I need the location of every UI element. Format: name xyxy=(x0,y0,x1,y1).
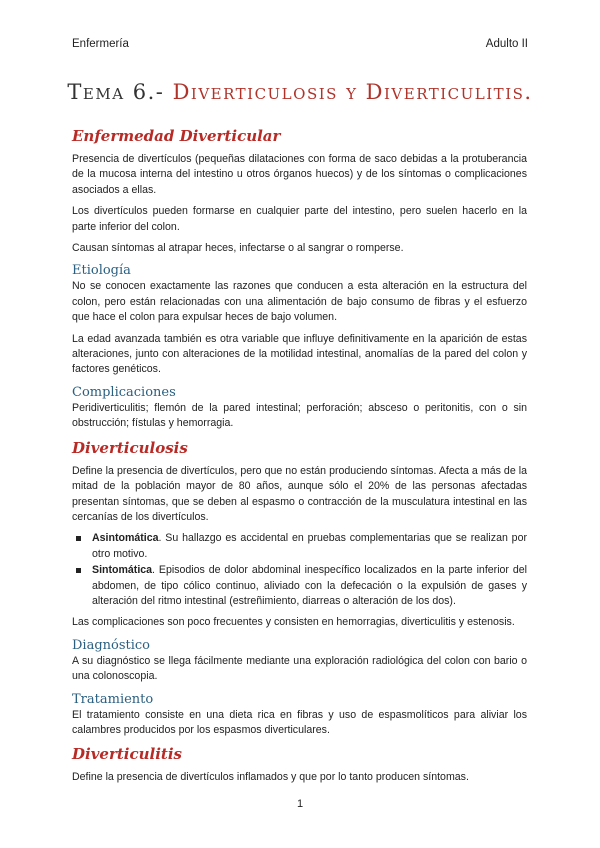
paragraph: Peridiverticulitis; flemón de la pared intestinal; perforación; absceso o peritonitis, con o sin obstrucción; fístulas y hemorragia. xyxy=(72,401,527,430)
page-title xyxy=(0,80,600,104)
paragraph: Las complicaciones son poco frecuentes y consisten en hemorragias, diverticulitis y estenosis. xyxy=(72,616,515,629)
heading-diverticulosis: Diverticulosis xyxy=(72,438,188,457)
square-bullet-icon xyxy=(76,568,81,573)
heading-etiologia: Etiología xyxy=(72,263,131,279)
square-bullet-icon xyxy=(76,536,81,541)
heading-diagnostico: Diagnóstico xyxy=(72,637,151,653)
list-item-text: . Episodios de dolor abdominal inespecífico localizados en la parte inferior del abdomen, de tipo cólico continuo, aliviado con la defecación o la expulsión de gases y alteración del ritmo intestinal (estreñimiento, diarreas o alteración de los dos). xyxy=(92,564,527,607)
list-item xyxy=(72,563,527,609)
title-prefix: Tema 6.- xyxy=(67,80,173,104)
header-left: Enfermería xyxy=(72,38,129,50)
header-right: Adulto II xyxy=(485,38,528,50)
document-body xyxy=(72,122,527,792)
heading-tratamiento: Tratamiento xyxy=(72,691,154,707)
heading-enfermedad-diverticular: Enfermedad Diverticular xyxy=(72,127,281,145)
paragraph: Define la presencia de divertículos inflamados y que por lo tanto producen síntomas. xyxy=(72,771,469,784)
paragraph: No se conocen exactamente las razones que conducen a esta alteración en la estructura del colon, pero están relacionadas con una alimentación de bajo consumo de fibras y el esfuerzo que hace el colon para expulsar heces de bajo volumen. xyxy=(72,280,527,324)
list-item-text: . Su hallazgo es accidental en pruebas complementarias que se realizan por otro motivo. xyxy=(92,532,527,560)
paragraph: Presencia de divertículos (pequeñas dilataciones con forma de saco debidas a la protuberancia de la mucosa interna del intestino u otros órganos huecos) y de los síntomas o complicaciones asociados a ellas. xyxy=(72,153,527,196)
paragraph: La edad avanzada también es otra variable que influye definitivamente en la aparición de estas alteraciones, junto con alteraciones de la motilidad intestinal, anomalías de la pared del colon y factores genéticos. xyxy=(72,332,527,376)
paragraph: A su diagnóstico se llega fácilmente mediante una exploración radiológica del colon con bario o una colonoscopia. xyxy=(72,654,527,683)
paragraph: Los divertículos pueden formarse en cualquier parte del intestino, pero suelen hacerlo en la parte inferior del colon. xyxy=(72,205,527,233)
page-number: 1 xyxy=(296,798,304,810)
list-item-label: Sintomática xyxy=(92,564,153,577)
paragraph: Causan síntomas al atrapar heces, infectarse o al sangrar o romperse. xyxy=(72,242,404,255)
title-main: Diverticulosis y Diverticulitis. xyxy=(172,80,533,104)
paragraph: El tratamiento consiste en una dieta rica en fibras y uso de espasmolíticos para aliviar los calambres producidos por los espasmos diverticulares. xyxy=(72,708,527,736)
bullet-list xyxy=(72,531,527,609)
paragraph: Define la presencia de divertículos, pero que no están produciendo síntomas. Afecta a más de la mitad de la población mayor de 80 años, aunque sólo el 20% de las personas afectadas presentan síntomas, que se deben al espasmo o contracción de la musculatura intestinal en las cercanías de los divertículos. xyxy=(72,464,527,523)
heading-diverticulitis: Diverticulitis xyxy=(72,745,183,764)
list-item xyxy=(72,531,527,562)
heading-complicaciones: Complicaciones xyxy=(72,384,176,400)
list-item-label: Asintomática xyxy=(92,532,159,545)
